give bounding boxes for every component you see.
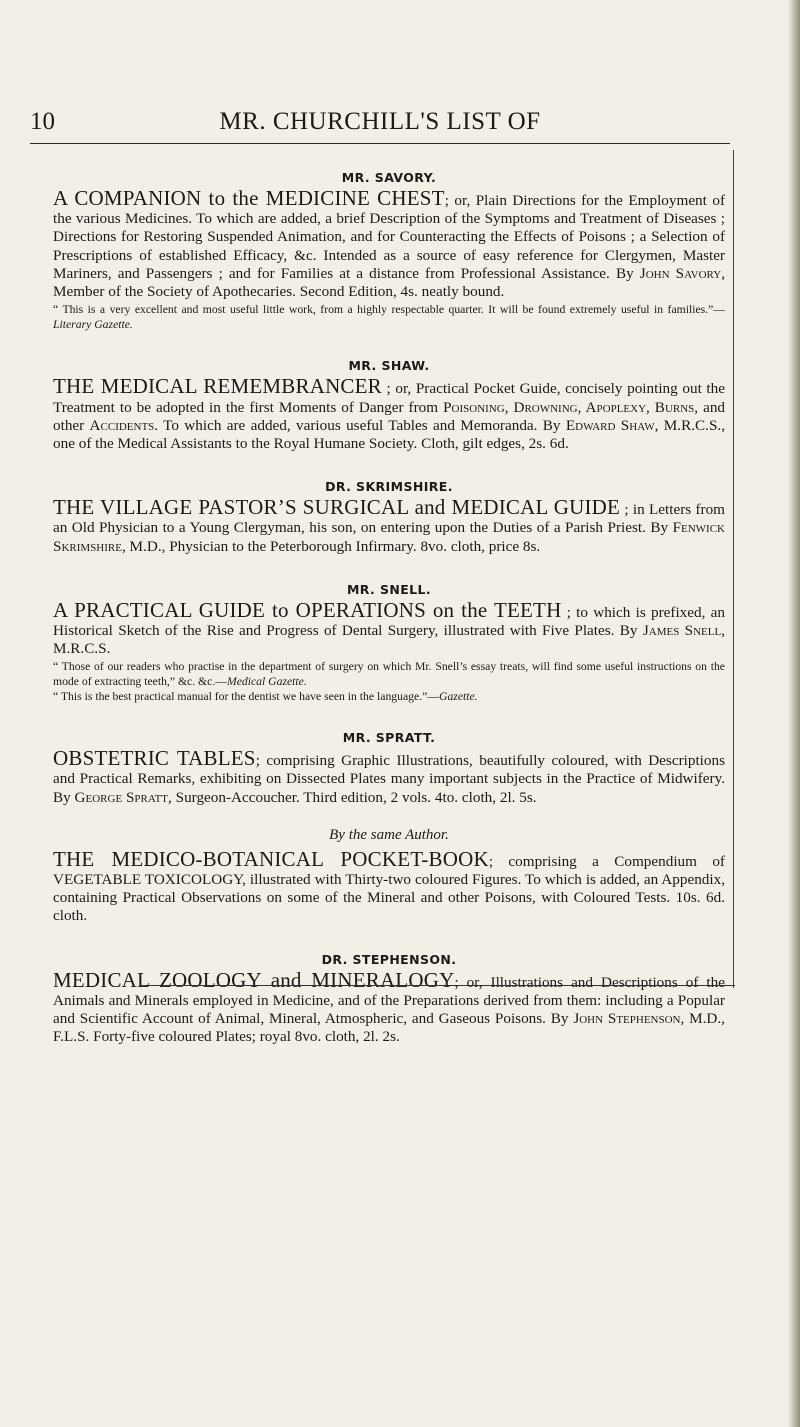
- review-quote: “ Those of our readers who practise in the department of surgery on which Mr. Snell’s essay treats, will find some useful instructions on the mode of extracting teeth,” &c. &c.—Medical Gazette.: [53, 660, 725, 689]
- same-author-byline: By the same Author.: [329, 826, 449, 843]
- book-title: THE MEDICO-BOTANICAL POCKET-BOOK: [53, 846, 489, 871]
- author-name: John Stephenson: [573, 1010, 681, 1028]
- book-title: A PRACTICAL GUIDE to OPERATIONS on the TEETH: [53, 597, 562, 622]
- author-heading: MR. SPRATT.: [342, 730, 436, 746]
- author-heading: MR. SAVORY.: [341, 170, 437, 185]
- author-name: Edward Shaw: [565, 416, 655, 434]
- review-source: Literary Gazette.: [53, 317, 133, 331]
- author-heading: DR. SKRIMSHIRE.: [325, 479, 453, 495]
- catalogue-entry-snell: [53, 582, 725, 704]
- review-source: Gazette.: [439, 689, 478, 703]
- author-heading: MR. SHAW.: [348, 358, 430, 374]
- author-heading: MR. SNELL.: [346, 581, 432, 597]
- review-quote: “ This is the best practical manual for the dentist we have seen in the language.”—Gazette.: [53, 689, 478, 703]
- header-rule: [30, 143, 730, 144]
- catalogue-entry-medico-botanical: [53, 827, 725, 926]
- author-name: James Snell: [642, 622, 722, 640]
- page-header: [30, 108, 730, 148]
- entry-description: THE MEDICAL REMEMBRANCER ; or, Practical Pocket Guide, concisely pointing out the Treatment to be adopted in the first Moments of Danger from Poisoning, Drowning, Apoplexy, Burns, and other Accidents. To which are added, various useful Tables and Memoranda. By Edward Shaw, M.R.C.S., one of the Medical Assistants to the Royal Humane Society. Cloth, gilt edges, 2s. 6d.: [53, 374, 726, 453]
- page-number: 10: [30, 108, 55, 135]
- book-title: OBSTETRIC TABLES: [53, 746, 256, 771]
- catalogue-entry-skrimshire: [53, 479, 725, 556]
- review-source: Medical Gazette.: [226, 675, 307, 689]
- catalogue-entry-stephenson: [53, 952, 725, 1047]
- entry-description: THE MEDICO-BOTANICAL POCKET-BOOK; comprising a Compendium of VEGETABLE TOXICOLOGY, illustrated with Thirty-two coloured Figures. To which is added, an Appendix, containing Practical Observations on some of the Mineral and other Poisons, with Coloured Tests. 10s. 6d. cloth.: [53, 846, 725, 925]
- review-quote: “ This is a very excellent and most useful little work, from a highly respectable quarter. It will be found extremely useful in families.”—Literary Gazette.: [53, 303, 725, 331]
- entry-description: THE VILLAGE PASTOR’S SURGICAL and MEDICAL GUIDE ; in Letters from an Old Physician to a Young Clergyman, his son, on entering upon the Duties of a Parish Priest. By Fenwick Skrimshire, M.D., Physician to the Peterborough Infirmary. 8vo. cloth, price 8s.: [53, 495, 725, 555]
- entry-description: MEDICAL ZOOLOGY and MINERALOGY; or, Illustrations and Descriptions of the Animals and Minerals employed in Medicine, and of the Preparations derived from them: including a Popular and Scientific Account of Animal, Mineral, Atmospheric, and Gaseous Poisons. By John Stephenson, M.D., F.L.S. Forty-five coloured Plates; royal 8vo. cloth, 2l. 2s.: [53, 967, 725, 1046]
- author-name: John Savory: [639, 264, 722, 282]
- book-title: MEDICAL ZOOLOGY and MINERALOGY: [53, 967, 455, 992]
- bottom-rule: [140, 985, 735, 986]
- page-edge-shadow: [788, 0, 800, 1427]
- author-heading: DR. STEPHENSON.: [321, 951, 457, 967]
- author-name: Fenwick Skrimshire: [53, 519, 725, 555]
- running-title: MR. CHURCHILL'S LIST OF: [219, 108, 541, 135]
- book-title: A COMPANION to the MEDICINE CHEST: [53, 186, 445, 210]
- entry-description: A COMPANION to the MEDICINE CHEST; or, Plain Directions for the Employment of the various Medicines. To which are added, a brief Description of the Symptoms and Treatment of Diseases ; Directions for Restoring Suspended Animation, and for Counteracting the Effects of Poisons ; a Selection of Prescriptions of established Efficacy, &c. Intended as a source of easy reference for Clergymen, Master Mariners, and Passengers ; and for Families at a distance from Professional Assistance. By John Savory, Member of the Society of Apothecaries. Second Edition, 4s. neatly bound.: [53, 186, 726, 301]
- catalogue-list: [53, 170, 725, 1046]
- author-name: George Spratt: [74, 788, 169, 806]
- catalogue-entry-savory: [53, 170, 725, 332]
- entry-description: A PRACTICAL GUIDE to OPERATIONS on the TEETH ; to which is prefixed, an Historical Sketch of the Rise and Progress of Dental Surgery, illustrated with Five Plates. By James Snell, M.R.C.S.: [53, 597, 725, 658]
- book-title: THE VILLAGE PASTOR’S SURGICAL and MEDICAL GUIDE: [53, 495, 621, 520]
- book-title: THE MEDICAL REMEMBRANCER: [53, 374, 382, 399]
- catalogue-entry-shaw: [53, 358, 725, 453]
- catalogue-entry-spratt: [53, 730, 725, 807]
- entry-description: OBSTETRIC TABLES; comprising Graphic Illustrations, beautifully coloured, with Descriptions and Practical Remarks, exhibiting on Dissected Plates many important subjects in the Practice of Midwifery. By George Spratt, Surgeon-Accoucher. Third edition, 2 vols. 4to. cloth, 2l. 5s.: [53, 746, 725, 806]
